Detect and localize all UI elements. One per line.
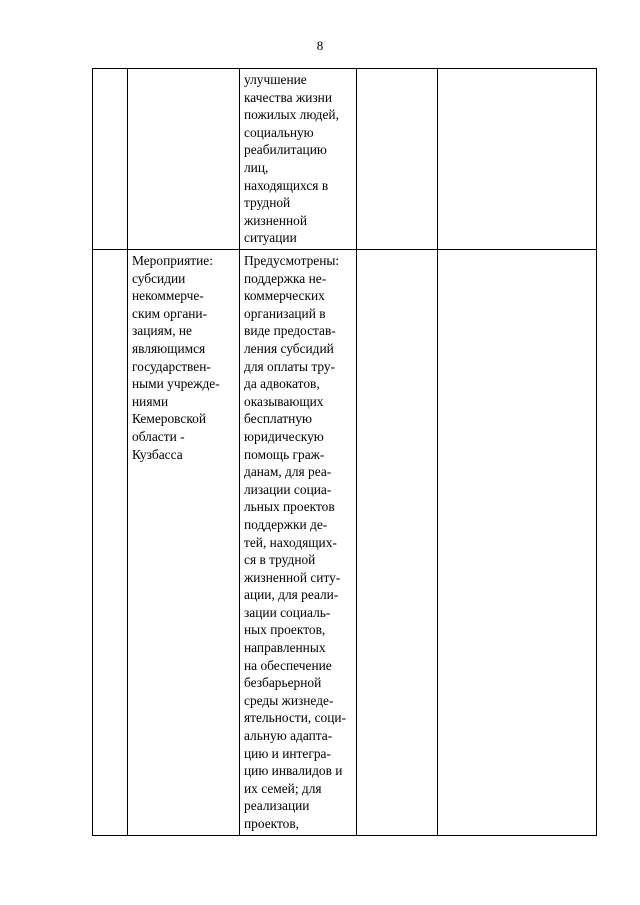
- table-cell-description: улучшение качества жизни пожилых людей, социальную реабилитацию лиц, находящихся в трудной жизненной ситуации: [240, 69, 357, 250]
- table-cell-activity: [128, 69, 240, 250]
- table-cell-number: [93, 69, 128, 250]
- page-number: 8: [316, 38, 324, 53]
- table-cell-activity: Мероприятие: субсидии некоммерче- ским органи- зациям, не являющимся государствен- ными учрежде- ниями Кемеровской области - Кузбасса: [128, 250, 240, 836]
- program-table: [92, 68, 597, 836]
- table-cell-col5: [438, 69, 597, 250]
- table-cell-number: [93, 250, 128, 836]
- table-cell-description: Предусмотрены: поддержка не- коммерческих организаций в виде предостав- ления субсидий для оплаты тру- да адвокатов, оказывающих бесплатную юридическую помощь граж- данам, для реа- лизации социа- льных проектов поддержки де- тей, находящих- ся в трудной жизненной ситу- ации, для реали- зации социаль- ных проектов, направленных на обеспечение безбарьерной среды жизнеде- ятельности, соци- альную адапта- цию и интегра- цию инвалидов и их семей; для реализации проектов,: [240, 250, 357, 836]
- table-row: [93, 69, 597, 250]
- table-cell-col4: [357, 250, 438, 836]
- table-cell-col4: [357, 69, 438, 250]
- table-row: [93, 250, 597, 836]
- table-cell-col5: [438, 250, 597, 836]
